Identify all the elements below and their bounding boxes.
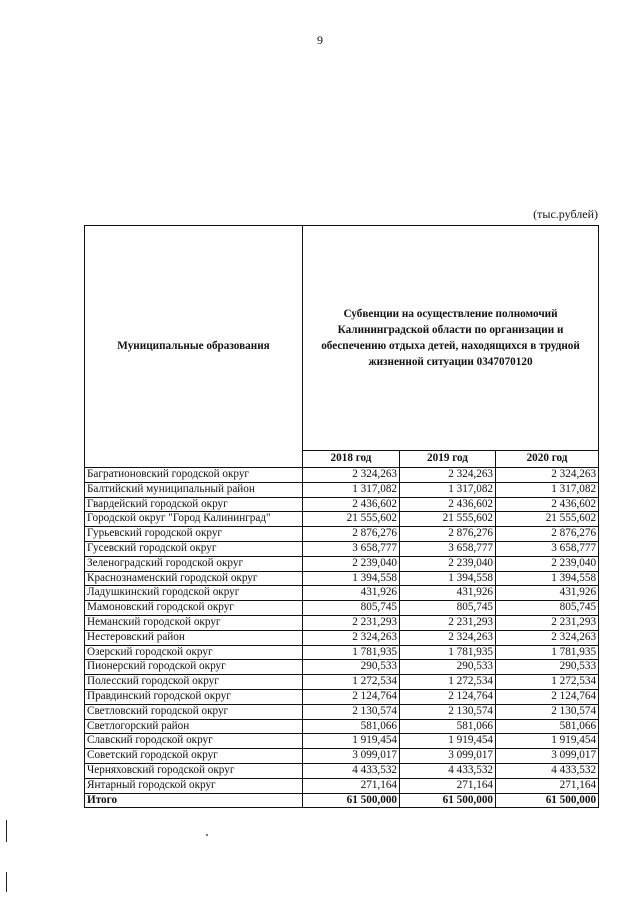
value-2018: 21 555,602 bbox=[303, 512, 400, 527]
municipality-name: Ладушкинский городской округ bbox=[85, 586, 303, 601]
municipality-name: Гвардейский городской округ bbox=[85, 497, 303, 512]
value-2018: 2 324,263 bbox=[303, 468, 400, 483]
value-2018: 2 239,040 bbox=[303, 556, 400, 571]
value-2019: 2 231,293 bbox=[400, 615, 496, 630]
scan-dot bbox=[206, 834, 208, 836]
municipality-name: Городской округ "Город Калининград" bbox=[85, 512, 303, 527]
municipality-name: Полесский городской округ bbox=[85, 675, 303, 690]
municipality-name: Нестеровский район bbox=[85, 630, 303, 645]
value-2018: 2 324,263 bbox=[303, 630, 400, 645]
table-row bbox=[85, 675, 599, 690]
municipality-name: Янтарный городской округ bbox=[85, 778, 303, 793]
scan-edge-mark bbox=[6, 820, 7, 842]
value-2018: 1 394,558 bbox=[303, 571, 400, 586]
value-2018: 1 317,082 bbox=[303, 482, 400, 497]
value-2018: 1 919,454 bbox=[303, 734, 400, 749]
municipality-name: Светлогорский район bbox=[85, 719, 303, 734]
table-row bbox=[85, 482, 599, 497]
municipality-name: Гусевский городской округ bbox=[85, 541, 303, 556]
value-2019: 431,926 bbox=[400, 586, 496, 601]
municipality-name: Славский городской округ bbox=[85, 734, 303, 749]
value-2019: 2 130,574 bbox=[400, 704, 496, 719]
value-2018: 581,066 bbox=[303, 719, 400, 734]
value-2019: 3 658,777 bbox=[400, 541, 496, 556]
value-2018: 2 130,574 bbox=[303, 704, 400, 719]
value-2018: 2 124,764 bbox=[303, 689, 400, 704]
table-row bbox=[85, 749, 599, 764]
value-2020: 2 436,602 bbox=[496, 497, 599, 512]
value-2020: 2 876,276 bbox=[496, 527, 599, 542]
value-2018: 3 658,777 bbox=[303, 541, 400, 556]
table-row bbox=[85, 689, 599, 704]
table-row bbox=[85, 556, 599, 571]
value-2020: 1 781,935 bbox=[496, 645, 599, 660]
total-label: Итого bbox=[85, 793, 303, 808]
municipality-name: Зеленоградский городской округ bbox=[85, 556, 303, 571]
municipality-name: Пионерский городской округ bbox=[85, 660, 303, 675]
header-year-2020: 2020 год bbox=[496, 451, 599, 468]
value-2020: 3 658,777 bbox=[496, 541, 599, 556]
value-2018: 290,533 bbox=[303, 660, 400, 675]
municipality-name: Багратионовский городской округ bbox=[85, 468, 303, 483]
value-2019: 2 876,276 bbox=[400, 527, 496, 542]
header-subsidy: Субвенции на осуществление полномочий Калининградской области по организации и обеспечению отдыха детей, находящихся в трудной жизненной ситуации 0347070120 bbox=[303, 226, 599, 451]
value-2020: 2 324,263 bbox=[496, 468, 599, 483]
municipality-name: Мамоновский городской округ bbox=[85, 601, 303, 616]
value-2018: 271,164 bbox=[303, 778, 400, 793]
value-2019: 271,164 bbox=[400, 778, 496, 793]
value-2020: 271,164 bbox=[496, 778, 599, 793]
table-row bbox=[85, 719, 599, 734]
table-row bbox=[85, 586, 599, 601]
value-2020: 805,745 bbox=[496, 601, 599, 616]
table-row bbox=[85, 704, 599, 719]
value-2019: 21 555,602 bbox=[400, 512, 496, 527]
table-row bbox=[85, 497, 599, 512]
value-2019: 2 324,263 bbox=[400, 468, 496, 483]
value-2019: 1 394,558 bbox=[400, 571, 496, 586]
scan-edge-mark bbox=[6, 872, 7, 892]
value-2019: 805,745 bbox=[400, 601, 496, 616]
municipality-name: Правдинский городской округ bbox=[85, 689, 303, 704]
table-body bbox=[85, 468, 599, 794]
value-2018: 2 436,602 bbox=[303, 497, 400, 512]
table-row bbox=[85, 615, 599, 630]
total-row bbox=[85, 793, 599, 808]
municipality-name: Краснознаменский городской округ bbox=[85, 571, 303, 586]
value-2020: 1 272,534 bbox=[496, 675, 599, 690]
page-number: 9 bbox=[317, 33, 323, 47]
value-2019: 3 099,017 bbox=[400, 749, 496, 764]
table-row bbox=[85, 630, 599, 645]
value-2019: 581,066 bbox=[400, 719, 496, 734]
municipality-name: Советский городской округ bbox=[85, 749, 303, 764]
value-2019: 1 317,082 bbox=[400, 482, 496, 497]
value-2020: 1 919,454 bbox=[496, 734, 599, 749]
value-2019: 2 124,764 bbox=[400, 689, 496, 704]
value-2020: 2 124,764 bbox=[496, 689, 599, 704]
table-row bbox=[85, 763, 599, 778]
value-2019: 1 919,454 bbox=[400, 734, 496, 749]
municipality-name: Черняховский городской округ bbox=[85, 763, 303, 778]
table-row bbox=[85, 601, 599, 616]
value-2020: 2 239,040 bbox=[496, 556, 599, 571]
value-2020: 21 555,602 bbox=[496, 512, 599, 527]
table-row bbox=[85, 645, 599, 660]
value-2020: 1 394,558 bbox=[496, 571, 599, 586]
subsidy-table bbox=[84, 225, 599, 808]
table-row bbox=[85, 734, 599, 749]
value-2019: 2 436,602 bbox=[400, 497, 496, 512]
table-row bbox=[85, 468, 599, 483]
header-year-2018: 2018 год bbox=[303, 451, 400, 468]
value-2019: 1 781,935 bbox=[400, 645, 496, 660]
value-2020: 290,533 bbox=[496, 660, 599, 675]
value-2020: 2 231,293 bbox=[496, 615, 599, 630]
value-2020: 581,066 bbox=[496, 719, 599, 734]
value-2018: 1 272,534 bbox=[303, 675, 400, 690]
value-2019: 1 272,534 bbox=[400, 675, 496, 690]
total-2019: 61 500,000 bbox=[400, 793, 496, 808]
value-2020: 4 433,532 bbox=[496, 763, 599, 778]
table-row bbox=[85, 541, 599, 556]
value-2020: 431,926 bbox=[496, 586, 599, 601]
municipality-name: Озерский городской округ bbox=[85, 645, 303, 660]
table-row bbox=[85, 571, 599, 586]
value-2018: 1 781,935 bbox=[303, 645, 400, 660]
table-row bbox=[85, 527, 599, 542]
value-2019: 2 239,040 bbox=[400, 556, 496, 571]
value-2018: 3 099,017 bbox=[303, 749, 400, 764]
municipality-name: Гурьевский городской округ bbox=[85, 527, 303, 542]
value-2018: 2 231,293 bbox=[303, 615, 400, 630]
table-row bbox=[85, 778, 599, 793]
unit-label: (тыс.рублей) bbox=[533, 207, 598, 221]
value-2018: 4 433,532 bbox=[303, 763, 400, 778]
header-year-2019: 2019 год bbox=[400, 451, 496, 468]
value-2020: 2 130,574 bbox=[496, 704, 599, 719]
table-row bbox=[85, 660, 599, 675]
value-2018: 431,926 bbox=[303, 586, 400, 601]
value-2018: 805,745 bbox=[303, 601, 400, 616]
header-municipality: Муниципальные образования bbox=[85, 226, 303, 468]
total-2018: 61 500,000 bbox=[303, 793, 400, 808]
table-row bbox=[85, 512, 599, 527]
value-2019: 4 433,532 bbox=[400, 763, 496, 778]
value-2019: 2 324,263 bbox=[400, 630, 496, 645]
value-2019: 290,533 bbox=[400, 660, 496, 675]
total-2020: 61 500,000 bbox=[496, 793, 599, 808]
value-2020: 1 317,082 bbox=[496, 482, 599, 497]
value-2020: 2 324,263 bbox=[496, 630, 599, 645]
value-2018: 2 876,276 bbox=[303, 527, 400, 542]
municipality-name: Светловский городской округ bbox=[85, 704, 303, 719]
municipality-name: Неманский городской округ bbox=[85, 615, 303, 630]
municipality-name: Балтийский муниципальный район bbox=[85, 482, 303, 497]
value-2020: 3 099,017 bbox=[496, 749, 599, 764]
